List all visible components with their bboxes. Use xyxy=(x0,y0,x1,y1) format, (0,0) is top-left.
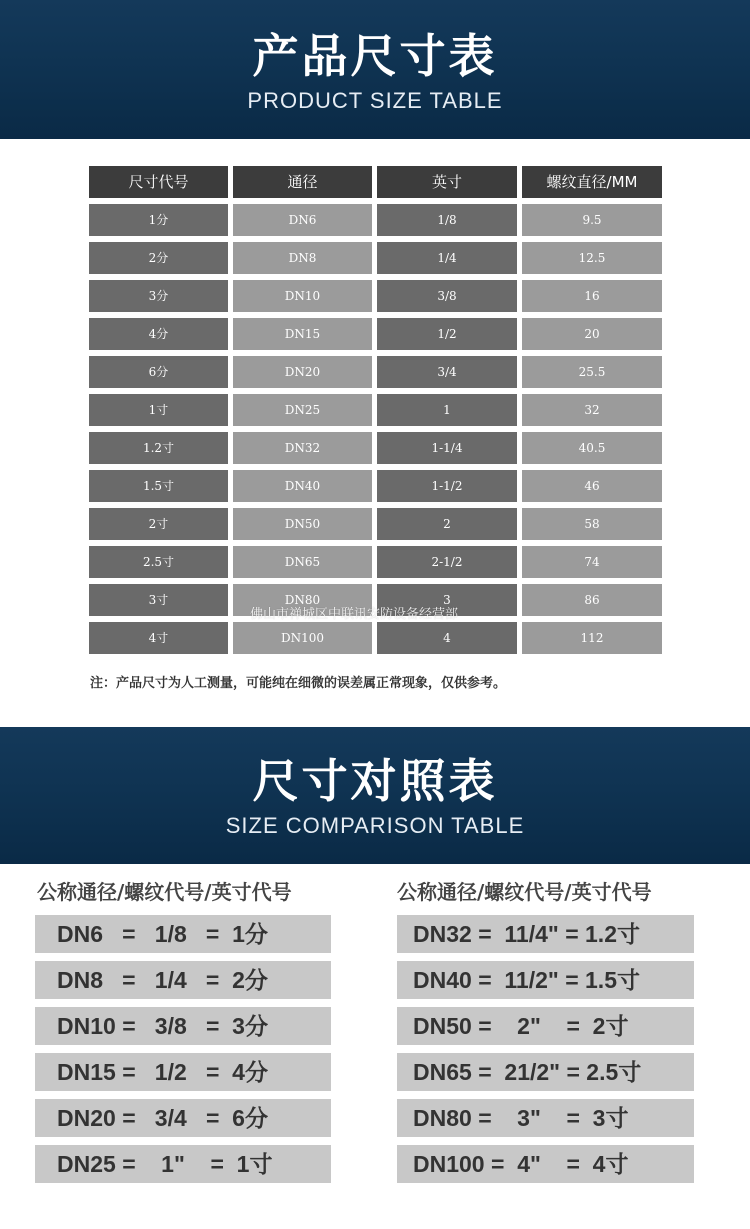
table-row xyxy=(89,204,662,236)
banner-title-en: SIZE COMPARISON TABLE xyxy=(225,813,525,838)
table-cell: DN8 xyxy=(233,242,372,274)
table-cell: 2分 xyxy=(89,242,228,274)
table-cell: 4 xyxy=(377,622,517,654)
table-cell: 32 xyxy=(522,394,662,426)
table-cell: 1分 xyxy=(89,204,228,236)
table-cell: 58 xyxy=(522,508,662,540)
table-cell: 46 xyxy=(522,470,662,502)
table-cell: 1.2寸 xyxy=(89,432,228,464)
table-cell: 2.5寸 xyxy=(89,546,228,578)
table-row xyxy=(89,242,662,274)
header-banner xyxy=(0,0,750,139)
table-cell: 1/2 xyxy=(377,318,517,350)
banner-title-cn: 产品尺寸表 xyxy=(252,29,498,83)
table-cell: 2-1/2 xyxy=(377,546,517,578)
table-cell: 74 xyxy=(522,546,662,578)
table-row xyxy=(89,470,662,502)
comparison-row: DN40 = 11/2" = 1.5寸 xyxy=(397,961,694,999)
table-cell: 1 xyxy=(377,394,517,426)
table-row xyxy=(89,508,662,540)
table-cell: 4分 xyxy=(89,318,228,350)
table-cell: 112 xyxy=(522,622,662,654)
table-cell: DN20 xyxy=(233,356,372,388)
table-cell: DN10 xyxy=(233,280,372,312)
table-cell: 1.5寸 xyxy=(89,470,228,502)
table-cell: 3分 xyxy=(89,280,228,312)
comparison-row: DN65 = 21/2" = 2.5寸 xyxy=(397,1053,694,1091)
table-cell: 20 xyxy=(522,318,662,350)
table-cell: 2寸 xyxy=(89,508,228,540)
table-cell: 1/8 xyxy=(377,204,517,236)
table-header-cell: 尺寸代号 xyxy=(89,166,228,198)
table-cell: DN40 xyxy=(233,470,372,502)
comparison-row: DN6 = 1/8 = 1分 xyxy=(35,915,331,953)
comparison-banner xyxy=(0,727,750,864)
table-row xyxy=(89,394,662,426)
table-cell: DN80 xyxy=(233,584,372,616)
comparison-row: DN8 = 1/4 = 2分 xyxy=(35,961,331,999)
comparison-row: DN25 = 1" = 1寸 xyxy=(35,1145,331,1183)
table-header-cell: 螺纹直径/MM xyxy=(522,166,662,198)
table-header-cell: 英寸 xyxy=(377,166,517,198)
comparison-row: DN100 = 4" = 4寸 xyxy=(397,1145,694,1183)
table-cell: 25.5 xyxy=(522,356,662,388)
comparison-heading: 公称通径/螺纹代号/英寸代号 xyxy=(37,880,292,904)
table-cell: DN6 xyxy=(233,204,372,236)
table-header-row xyxy=(89,166,662,198)
table-cell: 1-1/4 xyxy=(377,432,517,464)
disclaimer-note: 注：产品尺寸为人工测量，可能纯在细微的误差属正常现象，仅供参考。 xyxy=(90,676,507,691)
table-row xyxy=(89,584,662,616)
table-cell: 3/4 xyxy=(377,356,517,388)
table-cell: DN25 xyxy=(233,394,372,426)
comparison-row: DN10 = 3/8 = 3分 xyxy=(35,1007,331,1045)
table-cell: DN15 xyxy=(233,318,372,350)
size-table xyxy=(89,166,662,660)
table-cell: 4寸 xyxy=(89,622,228,654)
comparison-heading: 公称通径/螺纹代号/英寸代号 xyxy=(397,880,652,904)
table-row xyxy=(89,622,662,654)
table-cell: DN32 xyxy=(233,432,372,464)
table-cell: 12.5 xyxy=(522,242,662,274)
comparison-column-right xyxy=(397,877,697,1191)
table-cell: DN50 xyxy=(233,508,372,540)
watermark-text: 佛山市禅城区中联讯安防设备经营部 xyxy=(250,607,459,622)
banner-title-en: PRODUCT SIZE TABLE xyxy=(247,88,503,113)
table-row xyxy=(89,432,662,464)
table-cell: 3/8 xyxy=(377,280,517,312)
table-row xyxy=(89,318,662,350)
table-cell: DN100 xyxy=(233,622,372,654)
table-cell: 6分 xyxy=(89,356,228,388)
comparison-row: DN20 = 3/4 = 6分 xyxy=(35,1099,331,1137)
table-cell: 3寸 xyxy=(89,584,228,616)
comparison-row: DN15 = 1/2 = 4分 xyxy=(35,1053,331,1091)
table-cell: 2 xyxy=(377,508,517,540)
table-cell: 1/4 xyxy=(377,242,517,274)
table-cell: 40.5 xyxy=(522,432,662,464)
comparison-row: DN50 = 2" = 2寸 xyxy=(397,1007,694,1045)
table-header-cell: 通径 xyxy=(233,166,372,198)
table-cell: 9.5 xyxy=(522,204,662,236)
table-cell: 1寸 xyxy=(89,394,228,426)
table-row xyxy=(89,546,662,578)
table-cell: DN65 xyxy=(233,546,372,578)
comparison-row: DN80 = 3" = 3寸 xyxy=(397,1099,694,1137)
comparison-column-left xyxy=(35,877,335,1191)
table-cell: 16 xyxy=(522,280,662,312)
table-row xyxy=(89,356,662,388)
comparison-row: DN32 = 11/4" = 1.2寸 xyxy=(397,915,694,953)
banner-title-cn: 尺寸对照表 xyxy=(252,754,498,808)
table-cell: 86 xyxy=(522,584,662,616)
table-cell: 3 xyxy=(377,584,517,616)
table-row xyxy=(89,280,662,312)
table-cell: 1-1/2 xyxy=(377,470,517,502)
